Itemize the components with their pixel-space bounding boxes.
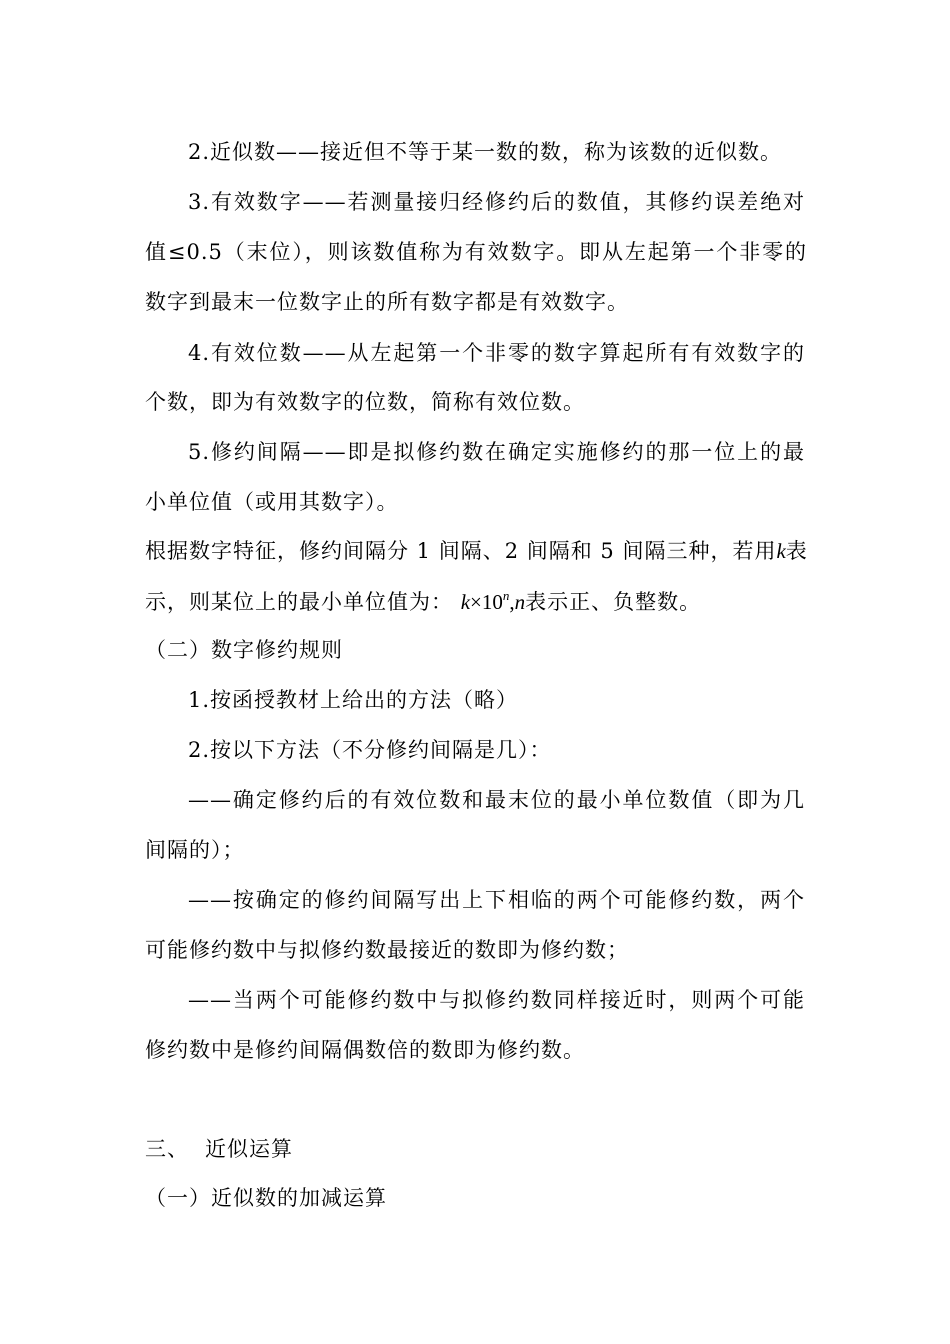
paragraph-significant-figures-line1: 3.有效数字——若测量接归经修约后的数值，其修约误差绝对 xyxy=(188,190,805,214)
math-times-ten: ×10 xyxy=(470,590,503,614)
paragraph-significant-figures-line2: 值≤0.5（末位），则该数值称为有效数字。即从左起第一个非零的 xyxy=(145,240,807,264)
rules-dash-3-line2: 修约数中是修约间隔偶数倍的数即为修约数。 xyxy=(145,1038,585,1062)
section-rules-title: （二）数字修约规则 xyxy=(145,638,343,662)
rules-dash-2-line1: ——按确定的修约间隔写出上下相临的两个可能修约数，两个 xyxy=(188,888,805,912)
rules-dash-3-line1: ——当两个可能修约数中与拟修约数同样接近时，则两个可能 xyxy=(188,988,805,1012)
rules-item-2: 2.按以下方法（不分修约间隔是几）： xyxy=(188,738,552,762)
paragraph-significant-digits-line2: 个数，即为有效数字的位数，简称有效位数。 xyxy=(145,390,585,414)
math-comma: , xyxy=(509,590,515,614)
rules-item-1: 1.按函授教材上给出的方法（略） xyxy=(188,688,519,712)
paragraph-significant-digits-line1: 4.有效位数——从左起第一个非零的数字算起所有有效数字的 xyxy=(188,341,805,365)
rules-dash-1-line2: 间隔的）； xyxy=(145,838,245,862)
section-three-title: 近似运算 xyxy=(205,1137,293,1161)
paragraph-rounding-interval-line2: 小单位值（或用其数字）。 xyxy=(145,490,399,514)
interval-types-text: 根据数字特征，修约间隔分 1 间隔、2 间隔和 5 间隔三种，若用 xyxy=(145,539,777,563)
math-k-symbol: k xyxy=(776,539,786,563)
paragraph-interval-types-line1 xyxy=(145,538,808,564)
section-three-heading xyxy=(145,1136,293,1162)
rules-dash-1-line1: ——确定修约后的有效位数和最末位的最小单位数值（即为几 xyxy=(188,788,805,812)
math-n: n xyxy=(514,590,526,614)
section-three-sub1: （一）近似数的加减运算 xyxy=(145,1186,387,1210)
paragraph-approximate-number: 2.近似数——接近但不等于某一数的数，称为该数的近似数。 xyxy=(188,140,783,164)
math-formula xyxy=(461,590,525,614)
min-unit-text: 示，则某位上的最小单位值为： xyxy=(145,590,453,614)
paragraph-significant-figures-line3: 数字到最末一位数字止的所有数字都是有效数字。 xyxy=(145,290,629,314)
paragraph-rounding-interval-line1: 5.修约间隔——即是拟修约数在确定实施修约的那一位上的最 xyxy=(188,440,805,464)
math-exponent-n: n xyxy=(502,588,510,603)
paragraph-interval-types-line2 xyxy=(145,589,701,618)
math-k: k xyxy=(460,590,471,614)
integer-text: 表示正、负整数。 xyxy=(525,590,702,614)
interval-types-text-end: 表 xyxy=(785,539,808,563)
rules-dash-2-line2: 可能修约数中与拟修约数最接近的数即为修约数； xyxy=(145,938,629,962)
section-three-number: 三、 xyxy=(145,1137,189,1161)
